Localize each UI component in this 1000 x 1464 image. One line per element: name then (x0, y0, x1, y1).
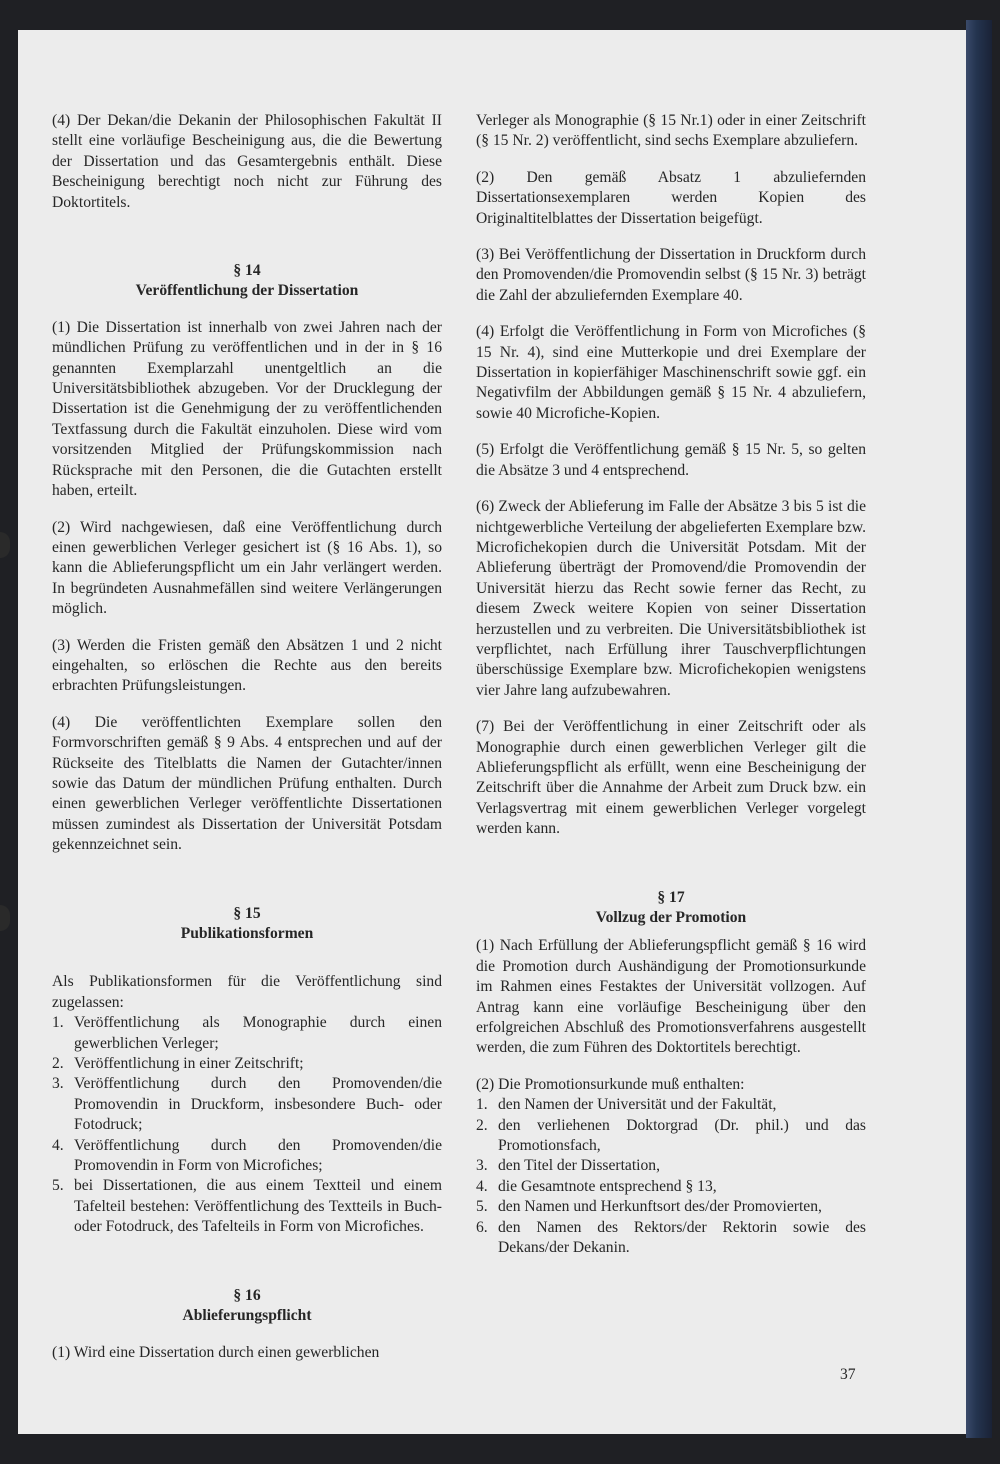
section-14-paragraph-4: (4) Die veröffentlichten Exemplare sollen den Formvorschriften gemäß § 9 Abs. 4 entsprechen und auf der Rückseite des Titelblatts die Namen der Gutachter/innen sowie das Datum der mündlichen Prüfung enthalten. Durch einen gewerblichen Verleger veröffentlichte Dissertationen müssen zumindest als Dissertation der Universität Potsdam gekennzeichnet sein. (52, 713, 442, 854)
section-16-paragraph-2: (2) Den gemäß Absatz 1 abzuliefernden Dissertationsexemplaren werden Kopien des Originaltitelblattes der Dissertation beigefügt. (476, 168, 866, 227)
section-16-number: § 16 (233, 1286, 261, 1304)
section-16-paragraph-3: (3) Bei Veröffentlichung der Dissertation in Druckform durch den Promovenden/die Promovendin selbst (§ 15 Nr. 3) beträgt die Zahl der abzuliefernden Exemplare 40. (476, 246, 866, 304)
right-column (476, 111, 866, 1259)
section-16-paragraph-1-start: (1) Wird eine Dissertation durch einen gewerblichen (52, 1343, 380, 1361)
section-16-paragraph-6: (6) Zweck der Ablieferung im Falle der Absätze 3 bis 5 ist die nichtgewerbliche Verteilung der abgelieferten Exemplare bzw. Microfichekopien durch die Universität Potsdam. Mit der Ablieferung überträgt der Promovend/die Promovendin der Universität hierzu das Recht sowie ferner das Recht, zu diesem Zweck weitere Kopien von seiner Dissertation herzustellen und zu verbreiten. Die Universitätsbibliothek ist verpflichtet, nach Erfüllung ihrer Tauschverpflichtungen überschüssige Exemplare bzw. Microfichekopien wenigstens vier Jahre lang aufzubewahren. (476, 498, 866, 699)
section-16-title: Ablieferungspflicht (182, 1307, 312, 1325)
section-15-number: § 15 (233, 904, 261, 922)
section-17-paragraph-2-intro: (2) Die Promotionsurkunde muß enthalten: (476, 1075, 745, 1093)
list-item: 6. den Namen des Rektors/der Rektorin sowie des Dekans/der Dekanin. (476, 1218, 866, 1257)
section-14-title: Veröffentlichung der Dissertation (135, 282, 359, 300)
section-14-paragraph-2: (2) Wird nachgewiesen, daß eine Veröffentlichung durch einen gewerblichen Verleger gesichert ist (§ 16 Abs. 1), so kann die Ablieferungspflicht um ein Jahr verlängert werden. In begründeten Ausnahmefällen sind weitere Verlängerungen möglich. (52, 518, 442, 618)
paragraph-14-4: (4) Der Dekan/die Dekanin der Philosophischen Fakultät II stellt eine vorläufige Bescheinigung aus, die die Bewertung der Dissertation und das Gesamtergebnis enthält. Diese Bescheinigung berechtigt noch nicht zur Führung des Doktortitels. (52, 112, 442, 211)
list-item: 4. die Gesamtnote entsprechend § 13, (476, 1177, 717, 1195)
section-16-paragraph-7: (7) Bei der Veröffentlichung in einer Zeitschrift oder als Monographie durch einen gewerblichen Verleger gilt die Ablieferungspflicht als erfüllt, wenn eine Bescheinigung der Zeitschrift über die Annahme der Arbeit zum Druck bzw. ein Verlagsvertrag mit einem gewerblichen Verleger vorgelegt werden kann. (476, 718, 866, 838)
list-item: 2. den verliehenen Doktorgrad (Dr. phil.) und das Promotionsfach, (476, 1116, 866, 1155)
list-item: 3. den Titel der Dissertation, (476, 1157, 660, 1175)
publication-forms-list (52, 1013, 442, 1237)
left-column (52, 111, 442, 1363)
section-16-paragraph-4: (4) Erfolgt die Veröffentlichung in Form von Microfiches (§ 15 Nr. 4), sind eine Mutterkopie und drei Exemplare der Dissertation in kopierfähiger Maschinenschrift sowie ggf. ein Negativfilm der Abbildungen gemäß § 15 Nr. 4 abzuliefern, sowie 40 Microfiche-Kopien. (476, 323, 866, 422)
book-spine (966, 20, 992, 1438)
list-item: 5. den Namen und Herkunftsort des/der Promovierten, (476, 1198, 822, 1216)
certificate-contents-list (476, 1095, 866, 1258)
section-16-paragraph-1-cont: Verleger als Monographie (§ 15 Nr.1) oder in einer Zeitschrift (§ 15 Nr. 2) veröffentlicht, sind sechs Exemplare abzuliefern. (476, 112, 866, 150)
section-14-number: § 14 (233, 262, 261, 280)
section-14-paragraph-1: (1) Die Dissertation ist innerhalb von zwei Jahren nach der mündlichen Prüfung zu veröffentlichen und in der in § 16 genannten Exemplarzahl unentgeltlich an die Universitätsbibliothek abzugeben. Vor der Drucklegung der Dissertation ist die Genehmigung der zu veröffentlichenden Textfassung durch die Fakultät einzuholen. Diese wird vom vorsitzenden Mitglied der Prüfungskommission nach Rücksprache mit den Personen, die die Gutachten erstellt haben, erteilt. (52, 318, 442, 500)
page-number: 37 (840, 1366, 856, 1383)
section-17-number: § 17 (657, 888, 685, 906)
binding-hole (0, 532, 10, 558)
list-item: 1. den Namen der Universität und der Fakultät, (476, 1096, 777, 1114)
list-item: 4. Veröffentlichung durch den Promovenden/die Promovendin in Form von Microfiches; (52, 1136, 442, 1175)
list-item: 1. Veröffentlichung als Monographie durch einen gewerblichen Verleger; (52, 1014, 442, 1052)
section-17-title: Vollzug der Promotion (595, 909, 747, 926)
section-16-paragraph-5: (5) Erfolgt die Veröffentlichung gemäß § 15 Nr. 5, so gelten die Absätze 3 und 4 entsprechend. (476, 441, 866, 479)
list-item: 5. bei Dissertationen, die aus einem Textteil und einem Tafelteil bestehen: Veröffentlichung des Textteils in Buch- oder Fotodruck, des Tafelteils in Form von Microfiches. (52, 1177, 442, 1236)
list-item: 3. Veröffentlichung durch den Promovenden/die Promovendin in Druckform, insbesondere Buch- oder Fotodruck; (52, 1075, 442, 1134)
binding-hole (0, 905, 10, 931)
section-15-intro: Als Publikationsformen für die Veröffentlichung sind zugelassen: (52, 973, 442, 1011)
list-item: 2. Veröffentlichung in einer Zeitschrift; (52, 1055, 304, 1073)
section-14-paragraph-3: (3) Werden die Fristen gemäß den Absätzen 1 und 2 nicht eingehalten, so erlöschen die Rechte aus den bereits erbrachten Prüfungsleistungen. (52, 636, 442, 695)
section-15-title: Publikationsformen (180, 925, 314, 942)
section-17-paragraph-1: (1) Nach Erfüllung der Ablieferungspflicht gemäß § 16 wird die Promotion durch Aushändigung der Promotionsurkunde im Rahmen eines Festaktes der Universität vollzogen. Auf Antrag kann eine vorläufige Bescheinigung über den erfolgreichen Abschluß des Promotionsverfahrens ausgestellt werden, die zum Führen des Doktortitels berechtigt. (476, 937, 866, 1057)
